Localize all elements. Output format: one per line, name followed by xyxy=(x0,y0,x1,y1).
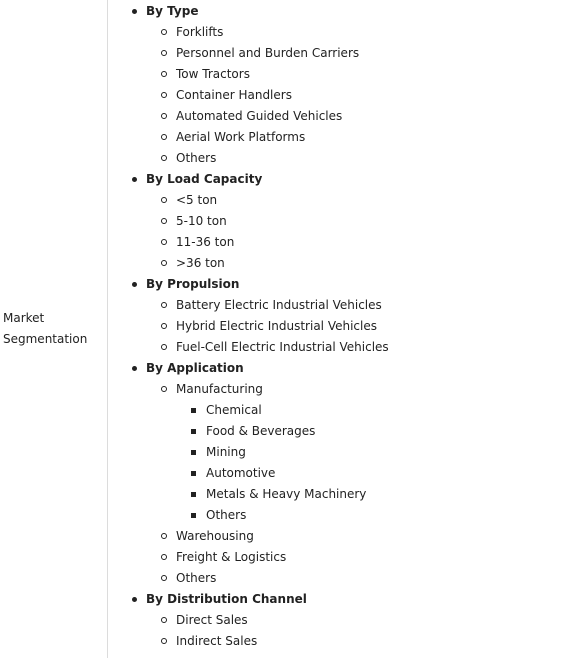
subsegment-item xyxy=(146,127,580,148)
sub-subsegment-item: Metals & Heavy Machinery xyxy=(176,484,580,505)
segment-title: By Load Capacity xyxy=(146,172,263,186)
subsegment-item xyxy=(146,631,580,652)
segment-item xyxy=(108,589,580,652)
subsegment-item xyxy=(146,232,580,253)
subsegment-label: Others xyxy=(176,571,217,585)
subsegment-item xyxy=(146,22,580,43)
subsegment-item xyxy=(146,295,580,316)
subsegment-list xyxy=(146,190,580,274)
subsegment-list xyxy=(146,295,580,358)
sub-subsegment-item: Food & Beverages xyxy=(176,421,580,442)
subsegment-label: Indirect Sales xyxy=(176,634,258,648)
segment-item xyxy=(108,1,580,169)
subsegment-item xyxy=(146,316,580,337)
segment-title: By Type xyxy=(146,4,199,18)
subsegment-item xyxy=(146,64,580,85)
subsegment-item xyxy=(146,379,580,526)
subsegment-list xyxy=(146,379,580,589)
row-label-line: Segmentation xyxy=(3,332,88,346)
subsegment-label: Automated Guided Vehicles xyxy=(176,109,343,123)
sub-subsegment-list xyxy=(176,400,580,526)
segment-item xyxy=(108,274,580,358)
subsegment-label: Forklifts xyxy=(176,25,224,39)
row-label-cell xyxy=(0,0,108,658)
subsegment-label: Aerial Work Platforms xyxy=(176,130,306,144)
segment-title: By Distribution Channel xyxy=(146,592,307,606)
segment-item xyxy=(108,169,580,274)
subsegment-item xyxy=(146,337,580,358)
subsegment-label: >36 ton xyxy=(176,256,225,270)
segment-item xyxy=(108,358,580,589)
segments-cell xyxy=(108,0,580,658)
subsegment-label: Others xyxy=(176,151,217,165)
row-label-line: Market xyxy=(3,311,45,325)
subsegment-label: <5 ton xyxy=(176,193,218,207)
segment-title: By Propulsion xyxy=(146,277,240,291)
segment-title: By Application xyxy=(146,361,244,375)
subsegment-label: Tow Tractors xyxy=(176,67,250,81)
segments-list xyxy=(108,1,580,652)
subsegment-item xyxy=(146,190,580,211)
subsegment-label: Direct Sales xyxy=(176,613,248,627)
subsegment-list xyxy=(146,610,580,652)
subsegment-item xyxy=(146,253,580,274)
subsegment-label: Fuel-Cell Electric Industrial Vehicles xyxy=(176,340,389,354)
subsegment-label: Personnel and Burden Carriers xyxy=(176,46,360,60)
subsegment-label: Battery Electric Industrial Vehicles xyxy=(176,298,382,312)
subsegment-label: 5-10 ton xyxy=(176,214,227,228)
subsegment-item xyxy=(146,85,580,106)
subsegment-label: Hybrid Electric Industrial Vehicles xyxy=(176,319,377,333)
subsegment-label: Freight & Logistics xyxy=(176,550,287,564)
subsegment-item xyxy=(146,610,580,631)
subsegment-item xyxy=(146,568,580,589)
subsegment-item xyxy=(146,211,580,232)
subsegment-label: 11-36 ton xyxy=(176,235,235,249)
sub-subsegment-item: Automotive xyxy=(176,463,580,484)
subsegment-item xyxy=(146,547,580,568)
sub-subsegment-item: Mining xyxy=(176,442,580,463)
sub-subsegment-item: Others xyxy=(176,505,580,526)
subsegment-list xyxy=(146,22,580,169)
subsegment-item xyxy=(146,148,580,169)
subsegment-item xyxy=(146,106,580,127)
row-label xyxy=(3,308,87,350)
subsegment-item xyxy=(146,526,580,547)
sub-subsegment-item: Chemical xyxy=(176,400,580,421)
subsegment-label: Warehousing xyxy=(176,529,254,543)
subsegment-item xyxy=(146,43,580,64)
subsegment-label: Manufacturing xyxy=(176,382,263,396)
subsegment-label: Container Handlers xyxy=(176,88,292,102)
